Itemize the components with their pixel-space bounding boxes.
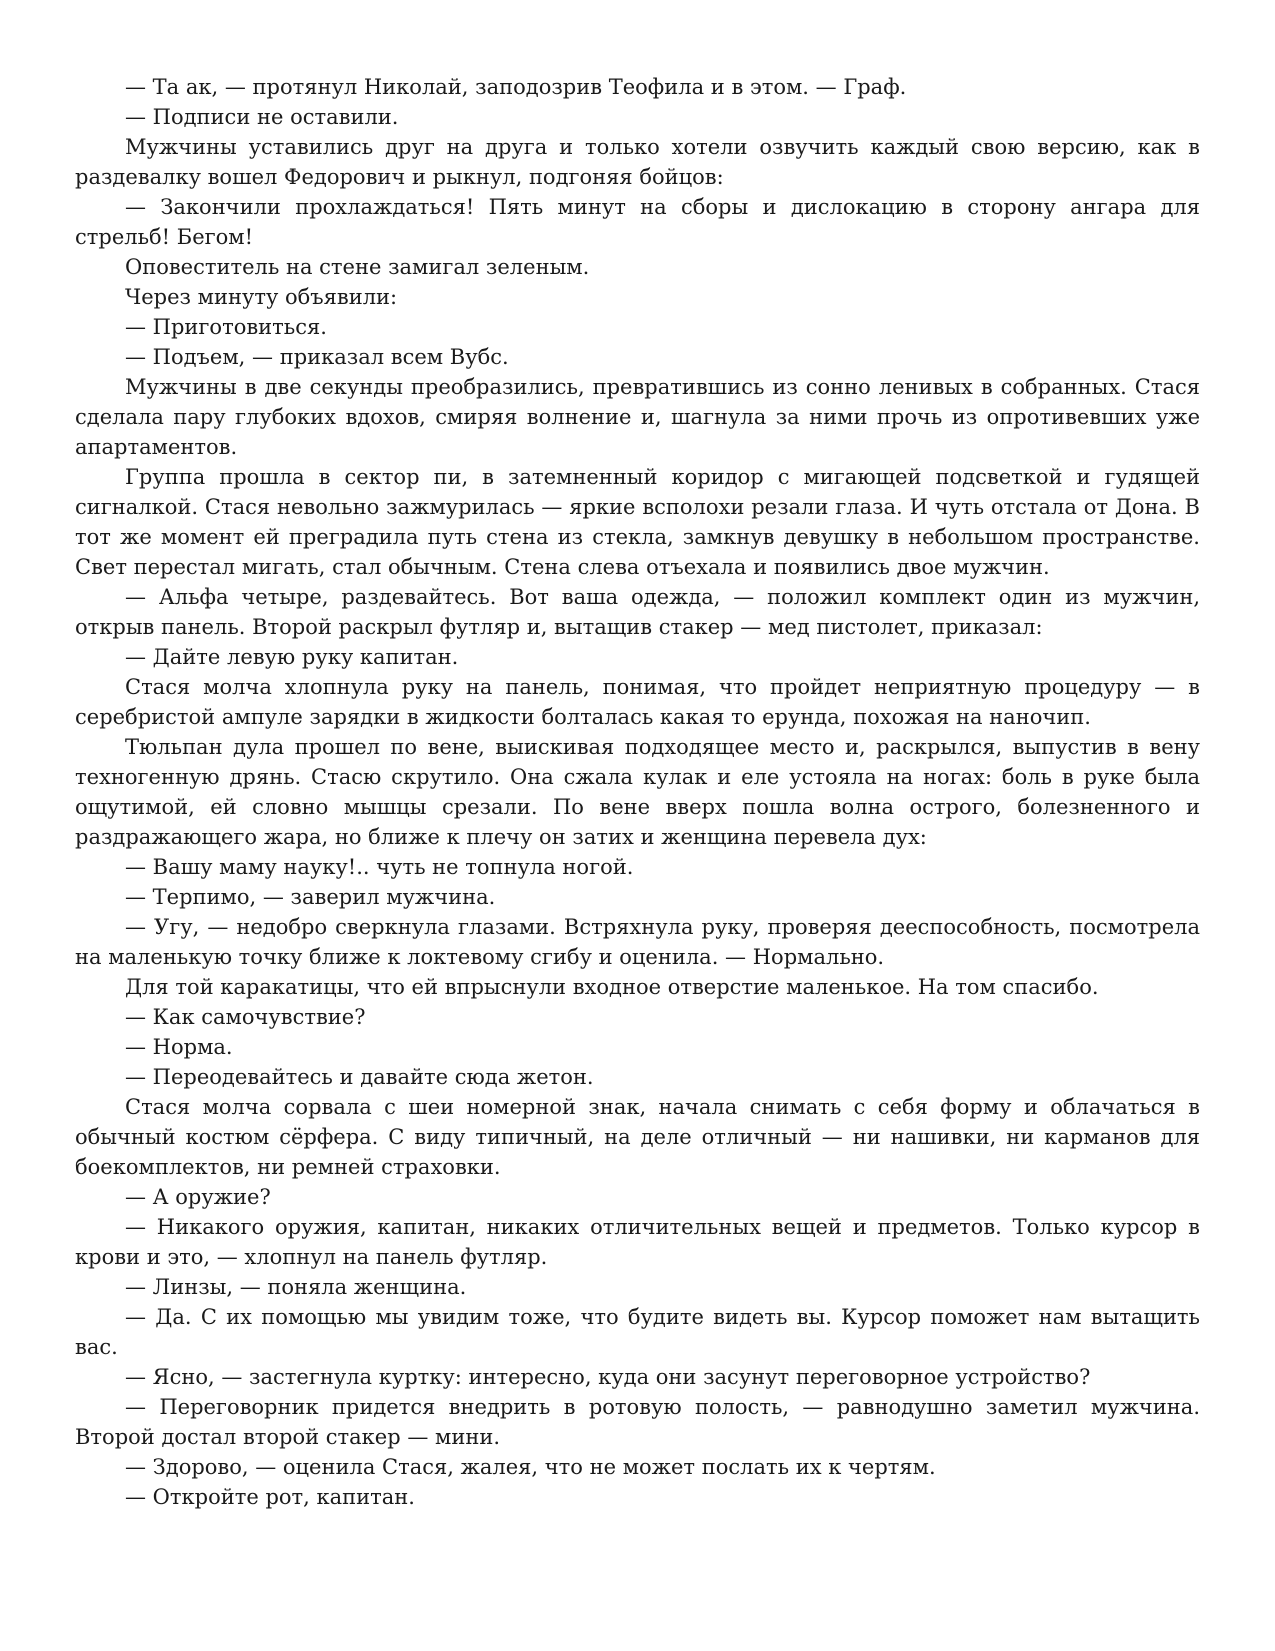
paragraph: — Никакого оружия, капитан, никаких отличительных вещей и предметов. Только курсор в крови и это, — хлопнул на панель футляр. xyxy=(75,1215,1200,1269)
paragraph: — Подписи не оставили. xyxy=(125,105,399,129)
paragraph: — Дайте левую руку капитан. xyxy=(125,645,459,669)
paragraph: — Вашу маму науку!.. чуть не топнула ногой. xyxy=(125,855,634,879)
paragraph: Стася молча сорвала с шеи номерной знак, начала снимать с себя форму и облачаться в обычный костюм сёрфера. С виду типичный, на деле отличный — ни нашивки, ни карманов для боекомплектов, ни ремней страховки. xyxy=(75,1095,1200,1179)
paragraph: Тюльпан дула прошел по вене, выискивая подходящее место и, раскрылся, выпустив в вену техногенную дрянь. Стасю скрутило. Она сжала кулак и еле устояла на ногах: боль в руке была ощутимой, ей словно мышцы срезали. По вене вверх пошла волна острого, болезненного и раздражающего жара, но ближе к плечу он затих и женщина перевела дух: xyxy=(75,735,1200,849)
paragraph: Стася молча хлопнула руку на панель, понимая, что пройдет неприятную процедуру — в серебристой ампуле зарядки в жидкости болталась какая то ерунда, похожая на наночип. xyxy=(75,675,1200,729)
paragraph: — Линзы, — поняла женщина. xyxy=(125,1275,467,1299)
paragraph: — Угу, — недобро сверкнула глазами. Встряхнула руку, проверяя дееспособность, посмотрела на маленькую точку ближе к локтевому сгибу и оценила. — Нормально. xyxy=(75,915,1200,969)
paragraph: — Переодевайтесь и давайте сюда жетон. xyxy=(125,1065,594,1089)
paragraph: Мужчины уставились друг на друга и только хотели озвучить каждый свою версию, как в раздевалку вошел Федорович и рыкнул, подгоняя бойцов: xyxy=(75,135,1200,189)
paragraph: — Ясно, — застегнула куртку: интересно, куда они засунут переговорное устройство? xyxy=(125,1365,1091,1389)
paragraph: Для той каракатицы, что ей впрыснули входное отверстие маленькое. На том спасибо. xyxy=(125,975,1099,999)
paragraph: — Откройте рот, капитан. xyxy=(125,1485,415,1509)
paragraph: Группа прошла в сектор пи, в затемненный коридор с мигающей подсветкой и гудящей сигналкой. Стася невольно зажмурилась — яркие всполохи резали глаза. И чуть отстала от Дона. В тот же момент ей преградила путь стена из стекла, замкнув девушку в небольшом пространстве. Свет перестал мигать, стал обычным. Стена слева отъехала и появились двое мужчин. xyxy=(75,465,1200,579)
paragraph: — А оружие? xyxy=(125,1185,271,1209)
paragraph: — Здорово, — оценила Стася, жалея, что не может послать их к чертям. xyxy=(125,1455,936,1479)
paragraph: — Приготовиться. xyxy=(125,315,327,339)
paragraph: — Та ак, — протянул Николай, заподозрив Теофила и в этом. — Граф. xyxy=(125,75,907,99)
paragraph: — Норма. xyxy=(125,1035,233,1059)
paragraph: — Переговорник придется внедрить в ротовую полость, — равнодушно заметил мужчина. Второй достал второй стакер — мини. xyxy=(75,1395,1200,1449)
paragraph: Мужчины в две секунды преобразились, превратившись из сонно ленивых в собранных. Стася сделала пару глубоких вдохов, смиряя волнение и, шагнула за ними прочь из опротивевших уже апартаментов. xyxy=(75,375,1200,459)
paragraph: — Альфа четыре, раздевайтесь. Вот ваша одежда, — положил комплект один из мужчин, открыв панель. Второй раскрыл футляр и, вытащив стакер — мед пистолет, приказал: xyxy=(75,585,1200,639)
paragraph: — Да. С их помощью мы увидим тоже, что будите видеть вы. Курсор поможет нам вытащить вас. xyxy=(75,1305,1200,1359)
paragraph: — Как самочувствие? xyxy=(125,1005,366,1029)
paragraph: — Подъем, — приказал всем Вубс. xyxy=(125,345,509,369)
paragraph: — Закончили прохлаждаться! Пять минут на сборы и дислокацию в сторону ангара для стрельб! Бегом! xyxy=(75,195,1200,249)
paragraph: Через минуту объявили: xyxy=(125,285,398,309)
document-page xyxy=(75,72,1200,1512)
paragraph: — Терпимо, — заверил мужчина. xyxy=(125,885,496,909)
paragraph: Оповеститель на стене замигал зеленым. xyxy=(125,255,590,279)
